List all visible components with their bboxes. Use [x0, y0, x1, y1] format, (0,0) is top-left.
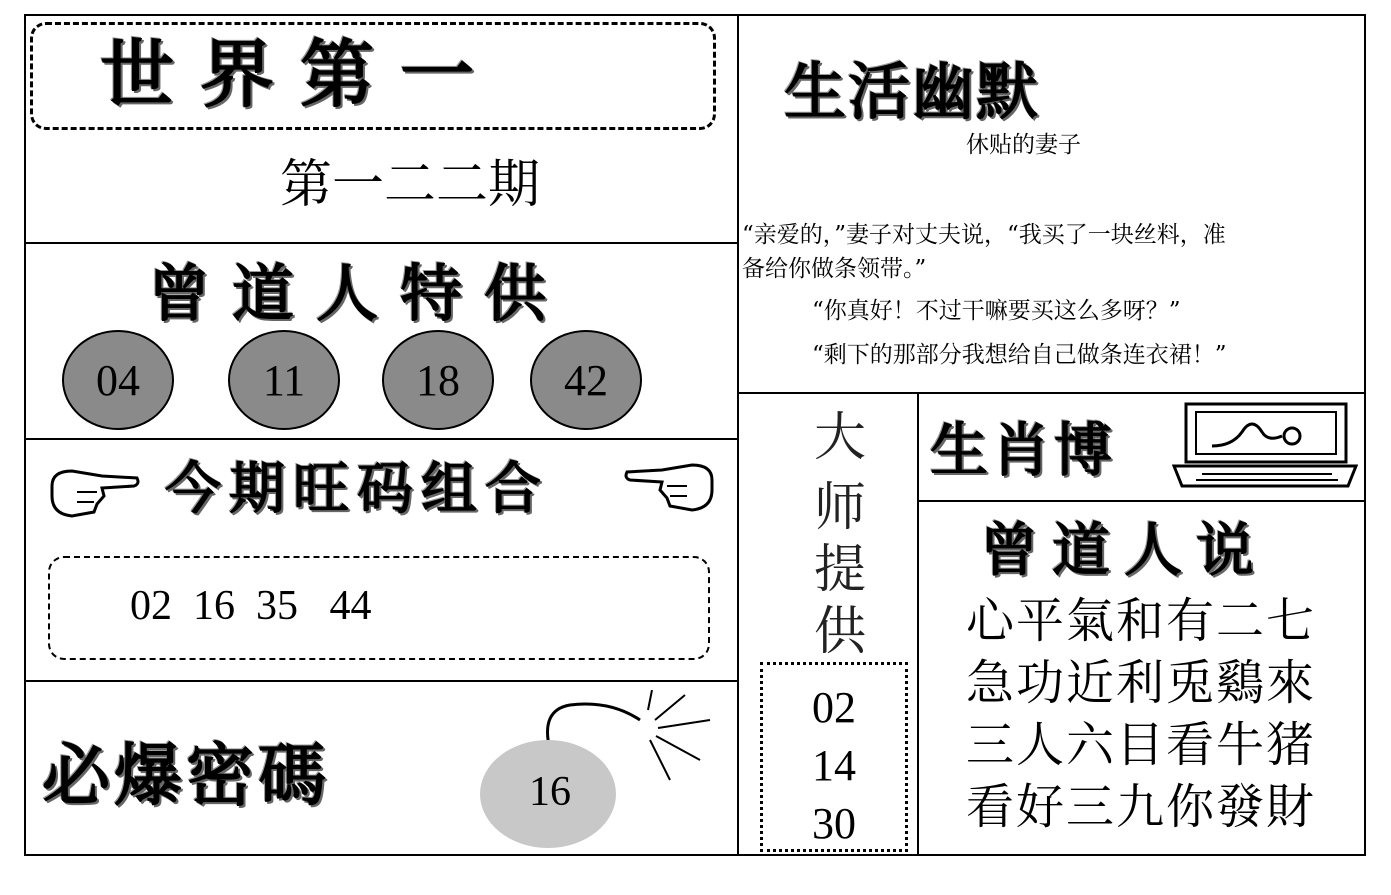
ball-number: 18 [416, 355, 460, 405]
ball-number: 04 [96, 355, 140, 405]
special-number-ball [530, 330, 642, 430]
master-number: 14 [812, 741, 856, 790]
story-line: “你真好！不过干嘛要买这么多呀？” [812, 298, 1181, 324]
special-number-ball [62, 330, 174, 430]
poem-line: 心平氣和有二七 [966, 593, 1317, 649]
special-number-ball [228, 330, 340, 430]
master-number: 30 [812, 799, 856, 848]
issue-number: 第一二二期 [280, 155, 541, 215]
master-heading-char: 师 [813, 478, 866, 538]
special-number-ball [382, 330, 494, 430]
humor-heading: 生活幽默 [784, 55, 1041, 128]
story-line: “剩下的那部分我想给自己做条连衣裙！” [812, 342, 1227, 368]
divider [24, 680, 738, 682]
divider [918, 500, 1366, 502]
divider [24, 242, 738, 244]
ball-number: 42 [564, 355, 608, 405]
bomb-number: 16 [529, 769, 571, 815]
poem-line: 看好三九你發財 [966, 779, 1317, 835]
page-title: 世界第一 [100, 32, 500, 118]
divider [24, 438, 738, 440]
master-heading-char: 大 [813, 408, 866, 468]
divider [738, 392, 1366, 394]
story-line: “亲爱的，”妻子对丈夫说，“我买了一块丝料，准 [742, 222, 1226, 248]
zodiac-heading: 生肖博 [930, 416, 1117, 484]
master-number: 02 [812, 683, 856, 732]
poem-line: 急功近利兎鷄來 [966, 655, 1317, 711]
master-heading-char: 供 [813, 602, 866, 662]
humor-subtitle: 休贴的妻子 [966, 132, 1081, 158]
poem-line: 三人六目看牛猪 [966, 717, 1317, 773]
combo-numbers: 02 16 35 44 [130, 583, 372, 629]
combo-heading: 今期旺码组合 [165, 457, 549, 522]
story-line: 备给你做条领带。” [742, 256, 927, 282]
pointing-hand-left-icon [622, 450, 722, 520]
zeng-special-heading: 曾道人特供 [148, 257, 569, 330]
column-divider [737, 14, 739, 856]
pointing-hand-right-icon [42, 456, 142, 526]
bomb-heading: 必爆密碼 [42, 737, 331, 816]
computer-icon [1172, 402, 1358, 490]
column-divider [917, 392, 919, 856]
master-heading-char: 提 [813, 540, 866, 600]
zeng-says-heading: 曾道人说 [980, 516, 1269, 584]
ball-number: 11 [262, 355, 306, 405]
